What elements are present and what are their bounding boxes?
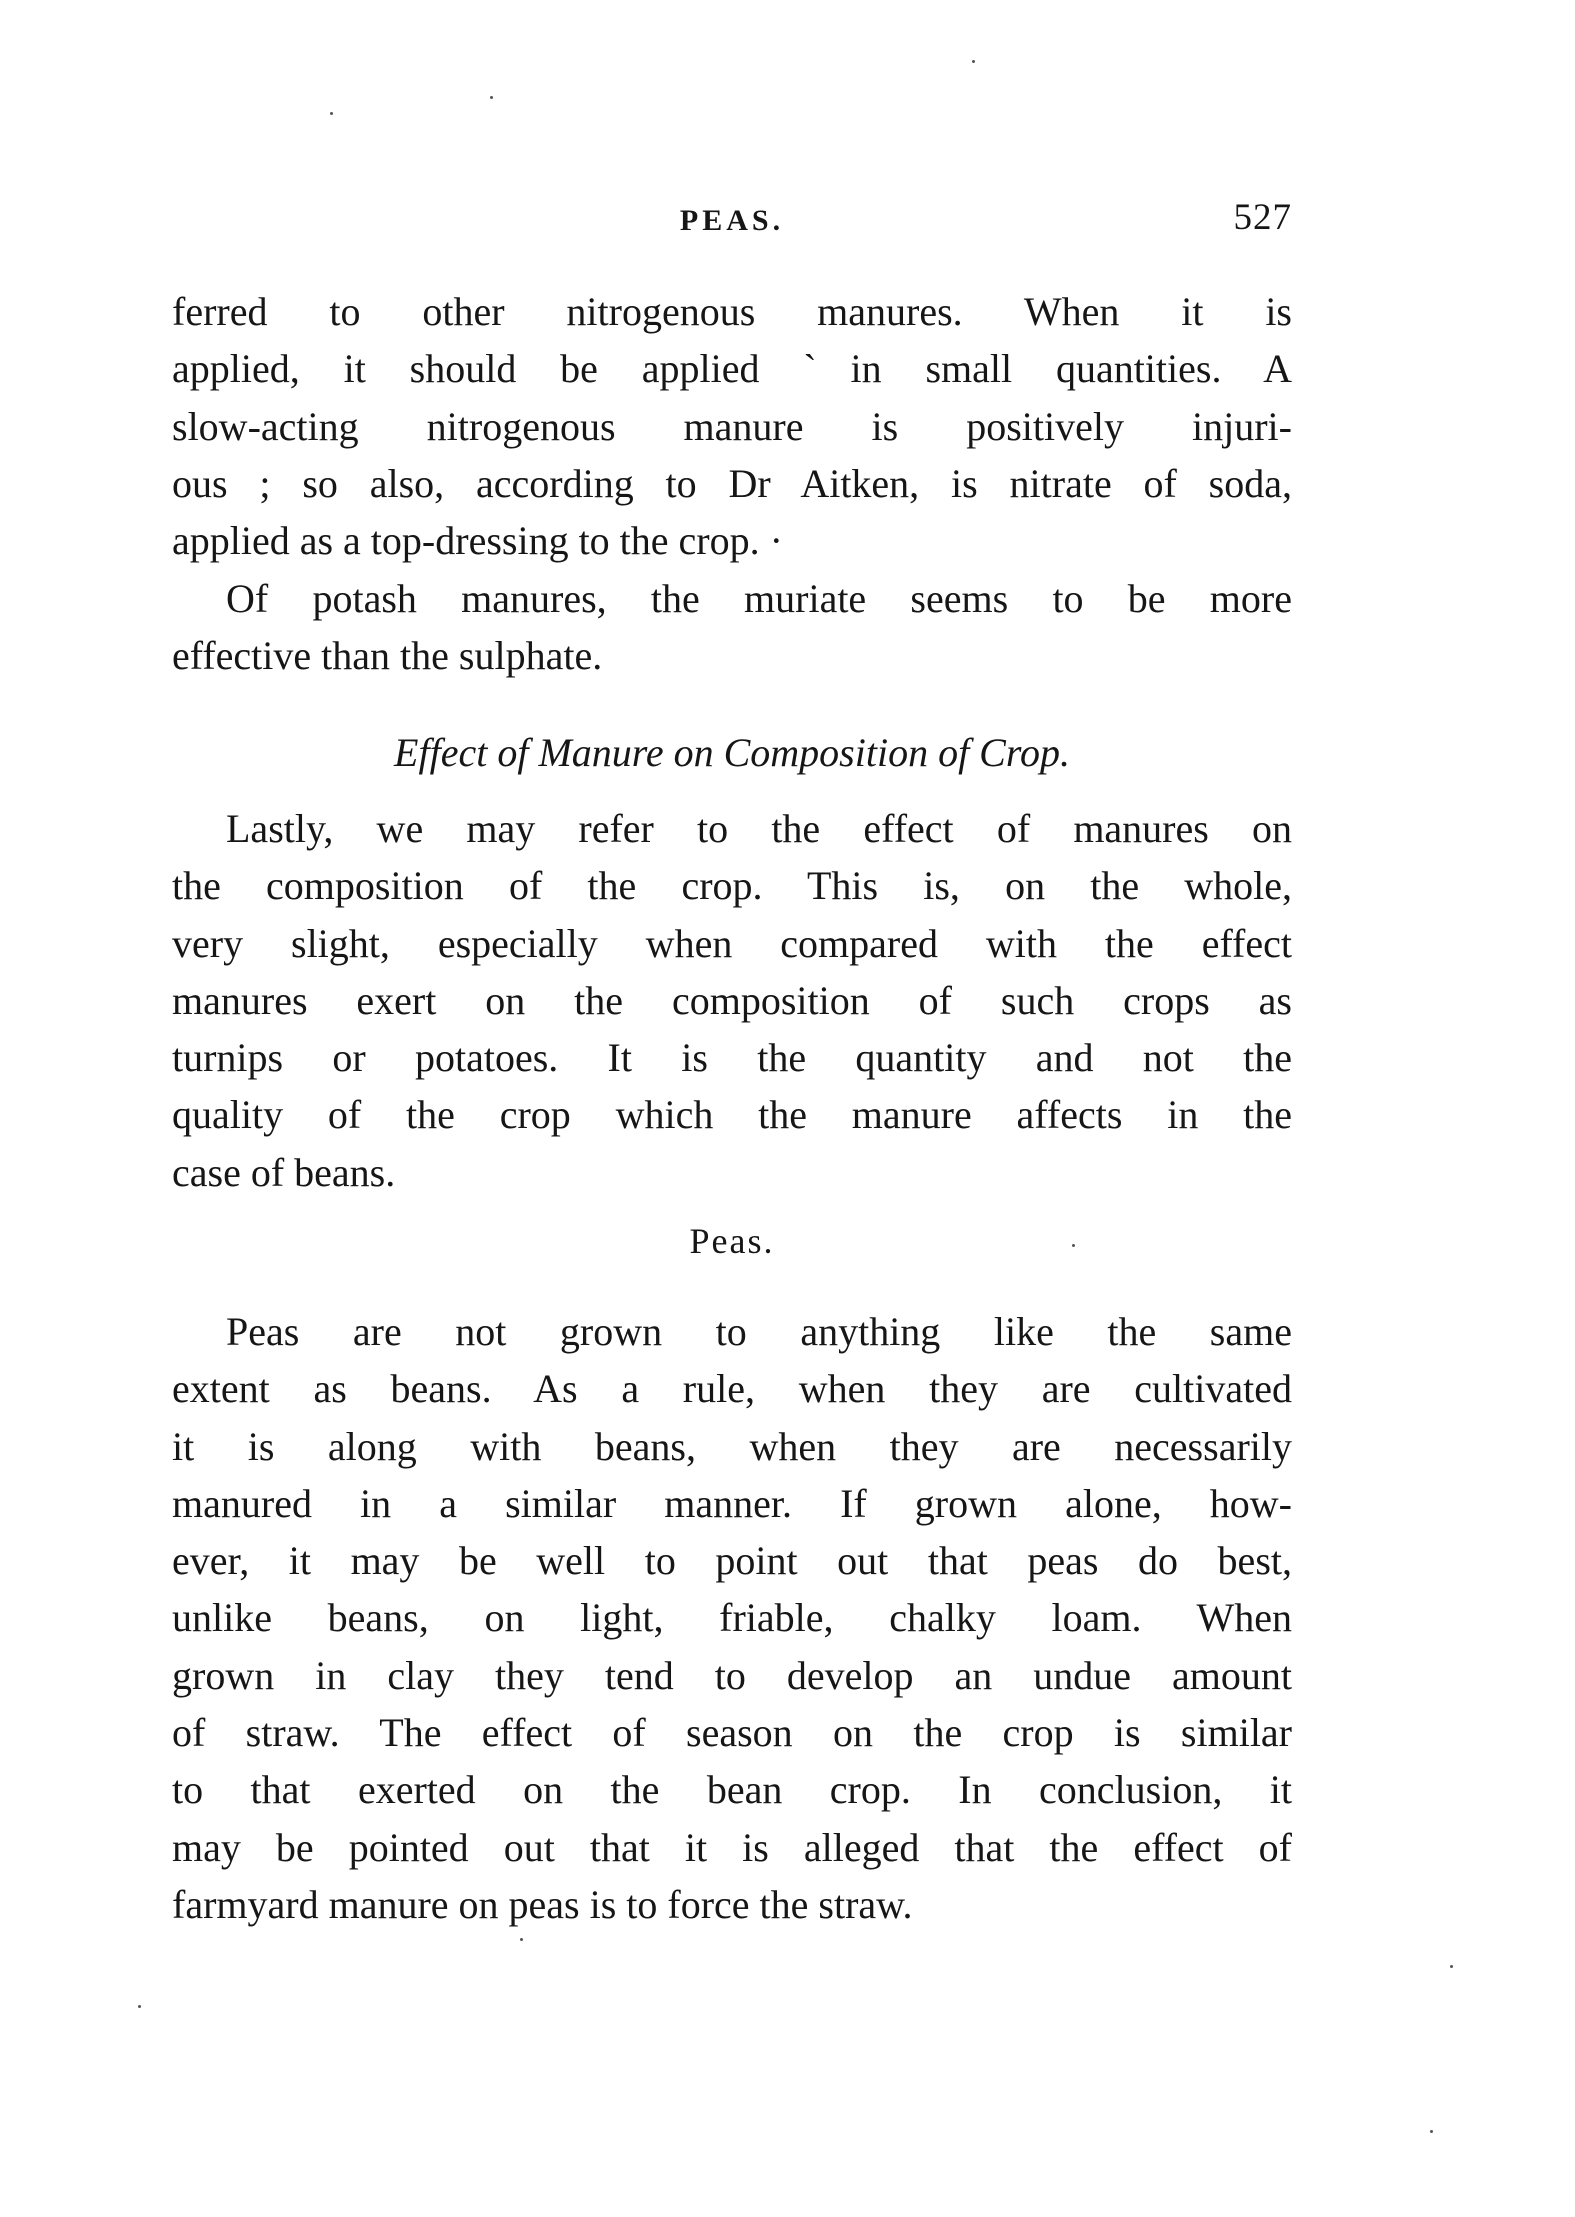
text-line: Peas are not grown to anything like the same	[226, 1309, 1292, 1354]
page-number: 527	[1233, 197, 1292, 238]
scan-speck	[1072, 1244, 1075, 1247]
text-line: manures exert on the composition of such crops as	[172, 977, 1292, 1023]
text-line: applied as a top-dressing to the crop. ·	[172, 518, 783, 564]
running-title: PEAS.	[679, 204, 785, 237]
scan-speck	[1450, 1965, 1453, 1968]
scan-speck	[490, 96, 493, 99]
section-heading-peas: Peas.	[689, 1221, 775, 1261]
text-line: slow-acting nitrogenous manure is positively injuri-	[172, 403, 1292, 449]
text-line: very slight, especially when compared with the effect	[172, 920, 1292, 966]
text-line: turnips or potatoes. It is the quantity and not the	[172, 1035, 1292, 1081]
scan-speck	[520, 1938, 523, 1941]
text-line: Of potash manures, the muriate seems to be more	[226, 576, 1292, 621]
running-head	[172, 194, 1292, 244]
text-line: case of beans.	[172, 1149, 396, 1195]
paragraph-potash-manures	[172, 570, 1292, 685]
paragraph-peas	[172, 1303, 1292, 1933]
text-line: it is along with beans, when they are necessarily	[172, 1423, 1292, 1469]
text-line: to that exerted on the bean crop. In conclusion, it	[172, 1767, 1292, 1813]
paragraph-composition-of-crop	[172, 800, 1292, 1201]
text-line: grown in clay they tend to develop an undue amount	[172, 1652, 1292, 1698]
text-line: Lastly, we may refer to the effect of manures on	[226, 806, 1292, 851]
text-line: ferred to other nitrogenous manures. When it is	[172, 289, 1292, 334]
text-line: effective than the sulphate.	[172, 633, 603, 679]
text-line: ous ; so also, according to Dr Aitken, is nitrate of soda,	[172, 460, 1292, 506]
text-line: farmyard manure on peas is to force the straw.	[172, 1881, 913, 1927]
text-line: manured in a similar manner. If grown alone, how-	[172, 1480, 1292, 1526]
text-line: applied, it should be applied ˋin small quantities. A	[172, 346, 1292, 392]
text-line: may be pointed out that it is alleged that the effect of	[172, 1824, 1292, 1870]
text-line: ever, it may be well to point out that peas do best,	[172, 1538, 1292, 1584]
scan-speck	[972, 60, 975, 63]
subheading-effect-of-manure: Effect of Manure on Composition of Crop.	[394, 730, 1070, 775]
text-line: the composition of the crop. This is, on the whole,	[172, 863, 1292, 909]
scan-speck	[1430, 2130, 1433, 2133]
text-line: extent as beans. As a rule, when they are cultivated	[172, 1366, 1292, 1412]
text-line: of straw. The effect of season on the crop is similar	[172, 1710, 1292, 1756]
text-line: quality of the crop which the manure affects in the	[172, 1092, 1292, 1138]
scan-speck	[330, 112, 333, 115]
text-line: unlike beans, on light, friable, chalky loam. When	[172, 1595, 1292, 1641]
paragraph-nitrogenous-manures	[172, 283, 1292, 569]
scan-speck	[138, 2005, 141, 2008]
